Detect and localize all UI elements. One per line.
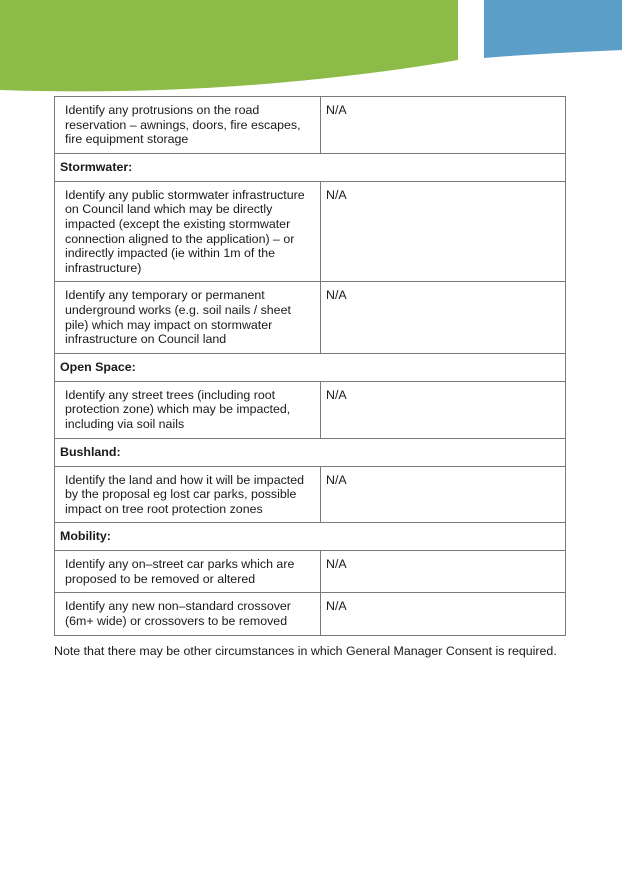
section-header-row xyxy=(55,523,566,551)
header-banner xyxy=(0,0,622,100)
item-value: N/A xyxy=(321,381,566,438)
table-row xyxy=(55,282,566,353)
table-row xyxy=(55,381,566,438)
table-row xyxy=(55,593,566,635)
section-title-open-space: Open Space: xyxy=(55,353,566,381)
item-value: N/A xyxy=(321,593,566,635)
item-description: Identify any street trees (including root protection zone) which may be impacted, including via soil nails xyxy=(55,381,321,438)
table-row xyxy=(55,466,566,523)
item-description: Identify any on–street car parks which are proposed to be removed or altered xyxy=(55,551,321,593)
section-header-row xyxy=(55,438,566,466)
item-description: Identify the land and how it will be impacted by the proposal eg lost car parks, possible impact on tree root protection zones xyxy=(55,466,321,523)
item-value: N/A xyxy=(321,181,566,282)
item-description: Identify any protrusions on the road reservation – awnings, doors, fire escapes, fire equipment storage xyxy=(55,97,321,154)
table-body xyxy=(55,97,566,636)
section-header-row xyxy=(55,353,566,381)
table-row xyxy=(55,551,566,593)
section-title-bushland: Bushland: xyxy=(55,438,566,466)
consent-note: Note that there may be other circumstances in which General Manager Consent is required. xyxy=(54,644,557,658)
table-row xyxy=(55,97,566,154)
item-value: N/A xyxy=(321,551,566,593)
table-row xyxy=(55,181,566,282)
item-description: Identify any new non–standard crossover (6m+ wide) or crossovers to be removed xyxy=(55,593,321,635)
blue-wave-shape xyxy=(484,0,622,58)
item-value: N/A xyxy=(321,97,566,154)
section-header-row xyxy=(55,153,566,181)
item-description: Identify any public stormwater infrastructure on Council land which may be directly impacted (except the existing stormwater connection aligned to the application) – or indirectly impacted (ie within 1m of the infrastructure) xyxy=(55,181,321,282)
item-description: Identify any temporary or permanent underground works (e.g. soil nails / sheet pile) which may impact on stormwater infrastructure on Council land xyxy=(55,282,321,353)
consent-checklist-table xyxy=(54,96,566,636)
section-title-stormwater: Stormwater: xyxy=(55,153,566,181)
green-wave-shape xyxy=(0,0,458,91)
item-value: N/A xyxy=(321,282,566,353)
item-value: N/A xyxy=(321,466,566,523)
section-title-mobility: Mobility: xyxy=(55,523,566,551)
